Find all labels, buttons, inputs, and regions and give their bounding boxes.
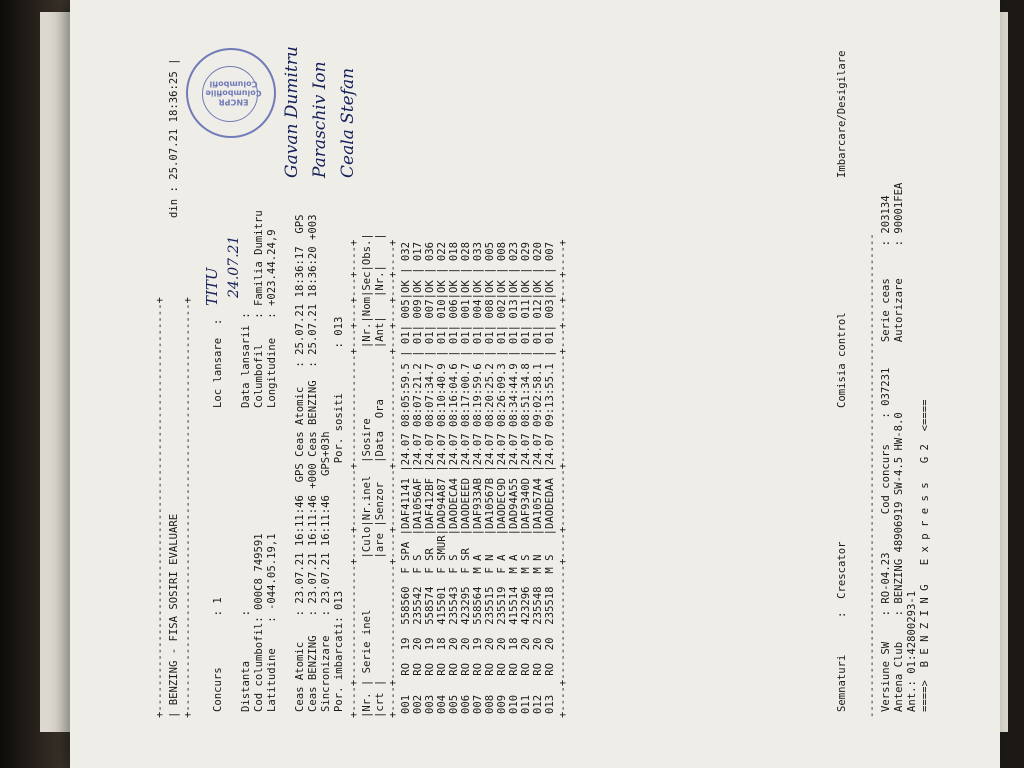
loc-lansare-handwritten: TITU xyxy=(203,267,221,306)
latitudine-line: Latitudine : -044.05.19,1 xyxy=(266,533,278,712)
table-row: 007 RO 19 558564 M A |DAF933AB |24.07 08:19:59.6 | 01| 004|OK | 033 xyxy=(472,242,484,714)
table-row: 004 RO 18 415501 F SMUR|DAD94A87 |24.07 08:10:40.9 | 01| 010|OK | 022 xyxy=(436,242,448,714)
footer-rule: ---------------------------------------------------------------------------- xyxy=(866,233,878,718)
club-stamp xyxy=(186,48,276,138)
table-row: 011 RO 20 423296 M S |DAF9340D |24.07 08:51:34.8 | 01| 011|OK | 029 xyxy=(520,242,532,714)
table-row: 008 RO 20 235515 F N |DA10567B |24.07 08:20:25.2 | 01| 008|OK | 005 xyxy=(484,242,496,714)
table-row: 005 RO 20 235543 F S |DAODECA4 |24.07 08:16:04.6 | 01| 006|OK | 018 xyxy=(448,242,460,714)
signature-1: Gavan Dumitru xyxy=(282,46,302,178)
porumbei-line: Por. imbarcati: 013 Por. sositi : 013 xyxy=(333,316,345,712)
report-date: din : 25.07.21 18:36:25 | xyxy=(168,58,180,218)
table-header-row-1: |Nr. | Serie inel |Culo|Nr.inel |Sosire |Nr.|Nom|Sec|Obs.| xyxy=(361,233,373,718)
columbofil-line: Columbofil : Familia Dumitru xyxy=(253,210,265,408)
ceas-benzing-line: Ceas BENZING : 23.07.21 16:11:46 +000 Ceas BENZING : 25.07.21 18:36:20 +003 xyxy=(307,214,319,712)
table-row: 006 RO 20 423295 F SR |DAODEEED |24.07 08:17:00.7 | 01| 001|OK | 028 xyxy=(460,242,472,714)
table-row: 010 RO 18 415514 M A |DAD94A55 |24.07 08:34:44.9 | 01| 013|OK | 023 xyxy=(508,242,520,714)
table-row: 003 RO 19 558574 F SR |DAF412BF |24.07 08:07:34.7 | 01| 007|OK | 036 xyxy=(424,242,436,714)
antena-line: Antena Club : BENZING 48906919 SW-4.5 HW-8.0 Autorizare : 90001FEA xyxy=(893,182,905,712)
data-lansarii-handwritten: 24.07.21 xyxy=(226,235,242,298)
table-rule-mid: +----+------------------+----+---------+-----------------+---+---+---+----+ xyxy=(387,239,399,718)
evaluation-sheet xyxy=(70,0,1000,768)
table-rule-bottom: +----+------------------+----+---------+-----------------+---+---+---+----+ xyxy=(557,239,569,718)
table-row: 002 RO 20 235542 F S |DA1056AF |24.07 08:07:21.2 | 01| 009|OK | 017 xyxy=(412,242,424,714)
loc-lansare-label: Loc lansare : xyxy=(212,318,224,408)
semnaturi-label: Semnaturi xyxy=(836,654,848,712)
comisia-label: Comisia control xyxy=(836,312,848,408)
ant-line: Ant.: 01:42800293-1 xyxy=(906,590,918,712)
sheet-content xyxy=(136,0,1024,738)
header-frame-bottom: +----------------------------------------------------------------+ xyxy=(182,297,194,718)
document-title: | BENZING - FISA SOSIRI EVALUARE xyxy=(168,513,180,718)
table-row: 009 RO 20 235519 F A |DAODEC9D |24.07 08:26:09.3 | 01| 002|OK | 008 xyxy=(496,242,508,714)
sincronizare-line: Sincronizare : 23.07.21 16:11:46 GPS+03h xyxy=(320,431,332,712)
table-row: 013 RO 20 235518 M S |DAODEDAA |24.07 09:13:55.1 | 01| 003|OK | 007 xyxy=(544,242,556,714)
imbarcare-label: Imbarcare/Desigilare xyxy=(836,50,848,178)
table-row: 001 RO 19 558560 F SPA |DAF41141 |24.07 08:05:59.5 | 01| 005|OK | 032 xyxy=(400,242,412,714)
ceas-atomic-line: Ceas Atomic : 23.07.21 16:11:46 GPS Ceas Atomic : 25.07.21 18:36:17 GPS xyxy=(294,214,306,712)
table-header-row-2: |crt | |are |Senzor |Data Ora |Ant| |Nr.| | xyxy=(374,233,386,718)
header-frame-top: +----------------------------------------------------------------+ xyxy=(154,297,166,718)
data-lansarii-label: Data lansarii : xyxy=(240,312,252,408)
signature-2: Paraschiv Ion xyxy=(310,61,330,178)
signature-3: Ceala Stefan xyxy=(338,67,358,178)
longitudine-line: Longitudine : +023.44.24,9 xyxy=(266,229,278,408)
concurs-line: Concurs : 1 xyxy=(212,597,224,712)
table-rule-top: +----+------------------+----+---------+-----------------+---+---+---+----+ xyxy=(348,239,360,718)
table-row: 012 RO 20 235548 M N |DA1057A4 |24.07 09:02:58.1 | 01| 012|OK | 020 xyxy=(532,242,544,714)
cod-columbofil-line: Cod columbofil: 000C8 749591 xyxy=(253,533,265,712)
brand-line: ====> B E N Z I N G E x p r e s s G 2 <==== xyxy=(919,399,931,712)
versiune-line: Versiune SW : RO-04.23 Cod concurs : 037231 Serie ceas : 203134 xyxy=(880,195,892,712)
crescator-label: : Crescator xyxy=(836,541,848,618)
stamp-text: ENCPR Columbofilie Columbofil xyxy=(205,79,262,107)
distanta-line: Distanta : xyxy=(240,609,252,712)
